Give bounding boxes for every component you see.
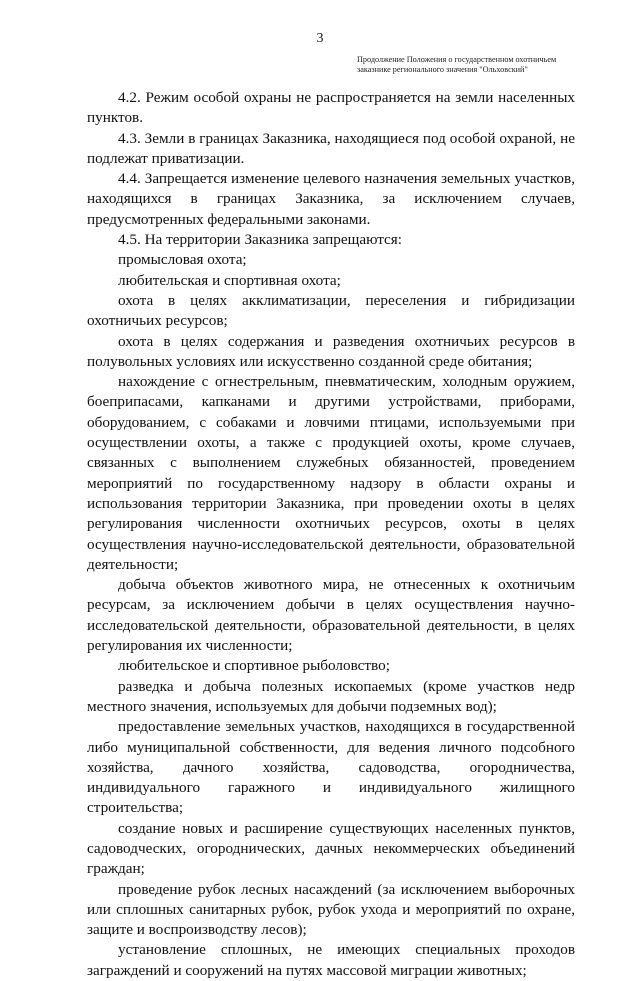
list-item: установление сплошных, не имеющих специальных проходов заграждений и сооружений на путях массовой миграции животных; xyxy=(87,941,575,979)
list-item: любительская и спортивная охота; xyxy=(118,271,341,289)
page-number: 3 xyxy=(316,31,324,46)
list-item: любительское и спортивное рыболовство; xyxy=(118,657,390,675)
list-item: охота в целях акклиматизации, переселения и гибридизации охотничьих ресурсов; xyxy=(87,291,575,330)
list-item: промысловая охота; xyxy=(118,251,247,269)
document-body xyxy=(87,88,575,981)
list-item: нахождение с огнестрельным, пневматическим, холодным оружием, боеприпасами, капканами и другими устройствами, приборами, оборудованием, с собаками и ловчими птицами, используемыми при осуществлении охоты, а также с продукцией охоты, кроме случаев, связанных с выполнением служебных обязанностей, проведением мероприятий по государственному надзору в области охраны и использования территории Заказника, при проведении охоты в целях регулирования численности охотничьих ресурсов, охоты в целях осуществления научно-исследовательской деятельности, образовательной деятельности; xyxy=(87,373,575,573)
list-item: проведение рубок лесных насаждений (за исключением выборочных или сплошных санитарных рубок, рубок ухода и мероприятий по охране, защите и воспроизводству лесов); xyxy=(87,880,575,939)
list-item: создание новых и расширение существующих населенных пунктов, садоводческих, огороднических, дачных некоммерческих объединений граждан; xyxy=(87,819,575,878)
header-note-line-1: Продолжение Положения о государственном охотничьем xyxy=(357,55,557,64)
paragraph-4-4: 4.4. Запрещается изменение целевого назначения земельных участков, находящихся в границах Заказника, за исключением случаев, предусмотренных федеральными законами. xyxy=(87,170,575,228)
list-item: охота в целях содержания и разведения охотничьих ресурсов в полувольных условиях или искусственно созданной среде обитания; xyxy=(87,332,575,370)
paragraph-4-5: 4.5. На территории Заказника запрещаются: xyxy=(118,231,402,249)
list-item: разведка и добыча полезных ископаемых (кроме участков недр местного значения, используемых для добычи подземных вод); xyxy=(87,677,575,715)
header-note-line-2: заказнике регионального значения "Ольховский" xyxy=(357,65,528,74)
list-item: предоставление земельных участков, находящихся в государственной либо муниципальной собственности, для ведения личного подсобного хозяйства, дачного хозяйства, садоводства, огородничества, индивидуального гаражного и индивидуального жилищного строительства; xyxy=(87,718,575,817)
paragraph-4-2: 4.2. Режим особой охраны не распространяется на земли населенных пунктов. xyxy=(87,89,575,127)
list-item: добыча объектов животного мира, не отнесенных к охотничьим ресурсам, за исключением добычи в целях осуществления научно-исследовательской деятельности, образовательной деятельности, в целях регулирования их численности; xyxy=(87,576,575,655)
paragraph-4-3: 4.3. Земли в границах Заказника, находящиеся под особой охраной, не подлежат приватизации. xyxy=(87,129,575,167)
header-note xyxy=(357,55,597,75)
